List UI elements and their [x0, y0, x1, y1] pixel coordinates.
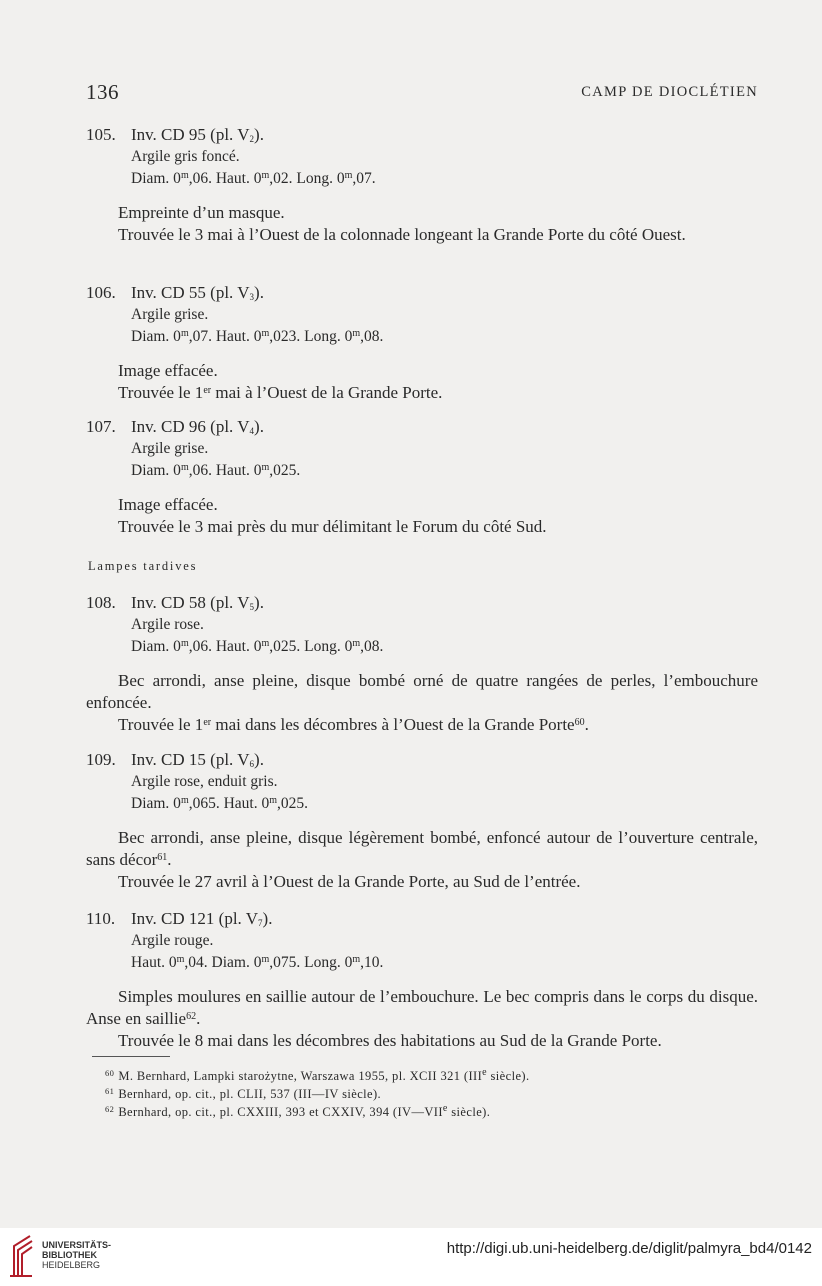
footnote-divider	[92, 1056, 170, 1057]
footnote-61: $^{61}$ Bernhard, op. cit., pl. CLII, 537 (III—IV siècle).	[105, 1086, 382, 1101]
catalog-entry-105: 105. Inv. CD 95 (pl. $V_2$). Argile gris foncé. Diam. 0$^m$,06. Haut. 0$^m$,02. Long. 0$^m$,07. Empreinte d’un masque. Trouvée le 3 mai à l’Ouest de la colonnade longeant la Grande Porte du côté Ouest.	[86, 125, 686, 244]
page-number: 136	[86, 80, 119, 104]
catalog-entry-108: 108. Inv. CD 58 (pl. $V_5$). Argile rose. Diam. 0$^m$,06. Haut. 0$^m$,025. Long. 0$^m$,08. Bec arrondi, anse pleine, disque bombé orné de quatre rangées de perles, l’embouchure enfoncée. Trouvée le 1er mai dans les décombres à l’Ouest de la Grande Porte$^{60}$.	[86, 593, 758, 734]
catalog-entry-110: 110. Inv. CD 121 (pl. $V_7$). Argile rouge. Haut. 0$^m$,04. Diam. 0$^m$,075. Long. 0$^m$,10. Simples moulures en saillie autour de l’embouchure. Le bec compris dans le corps du disque. Anse en saillie$^{62}$. Trouvée le 8 mai dans les décombres des habitations au Sud de la Grande Porte.	[86, 909, 758, 1050]
footnote-60: $^{60}$ M. Bernhard, Lampki starożytne, Warszawa 1955, pl. XCII 321 (IIIe siècle).	[105, 1067, 530, 1083]
library-logo-text[interactable]: UNIVERSITÄTS- BIBLIOTHEK HEIDELBERG	[42, 1240, 112, 1270]
running-header	[86, 80, 758, 106]
viewer-footer	[0, 1228, 822, 1286]
catalog-entry-106: 106. Inv. CD 55 (pl. $V_3$). Argile grise. Diam. 0$^m$,07. Haut. 0$^m$,023. Long. 0$^m$,08. Image effacée. Trouvée le 1er mai à l’Ouest de la Grande Porte.	[86, 283, 443, 402]
running-title: CAMP DE DIOCLÉTIEN	[581, 84, 758, 100]
catalog-entry-107: 107. Inv. CD 96 (pl. $V_4$). Argile grise. Diam. 0$^m$,06. Haut. 0$^m$,025. Image effacée. Trouvée le 3 mai près du mur délimitant le Forum du côté Sud.	[86, 417, 547, 536]
permalink-url[interactable]: http://digi.ub.uni-heidelberg.de/diglit/palmyra_bd4/0142	[446, 1240, 812, 1257]
footnote-62: $^{62}$ Bernhard, op. cit., pl. CXXIII, 393 et CXXIV, 394 (IV—VIIe siècle).	[105, 1103, 491, 1119]
library-logo-icon[interactable]	[8, 1234, 34, 1278]
catalog-entry-109: 109. Inv. CD 15 (pl. $V_6$). Argile rose, enduit gris. Diam. 0$^m$,065. Haut. 0$^m$,025. Bec arrondi, anse pleine, disque légèrement bombé, enfoncé autour de l’ouverture centrale, sans décor$^{61}$. Trouvée le 27 avril à l’Ouest de la Grande Porte, au Sud de l’entrée.	[86, 750, 758, 891]
section-heading: Lampes tardives	[88, 559, 198, 573]
